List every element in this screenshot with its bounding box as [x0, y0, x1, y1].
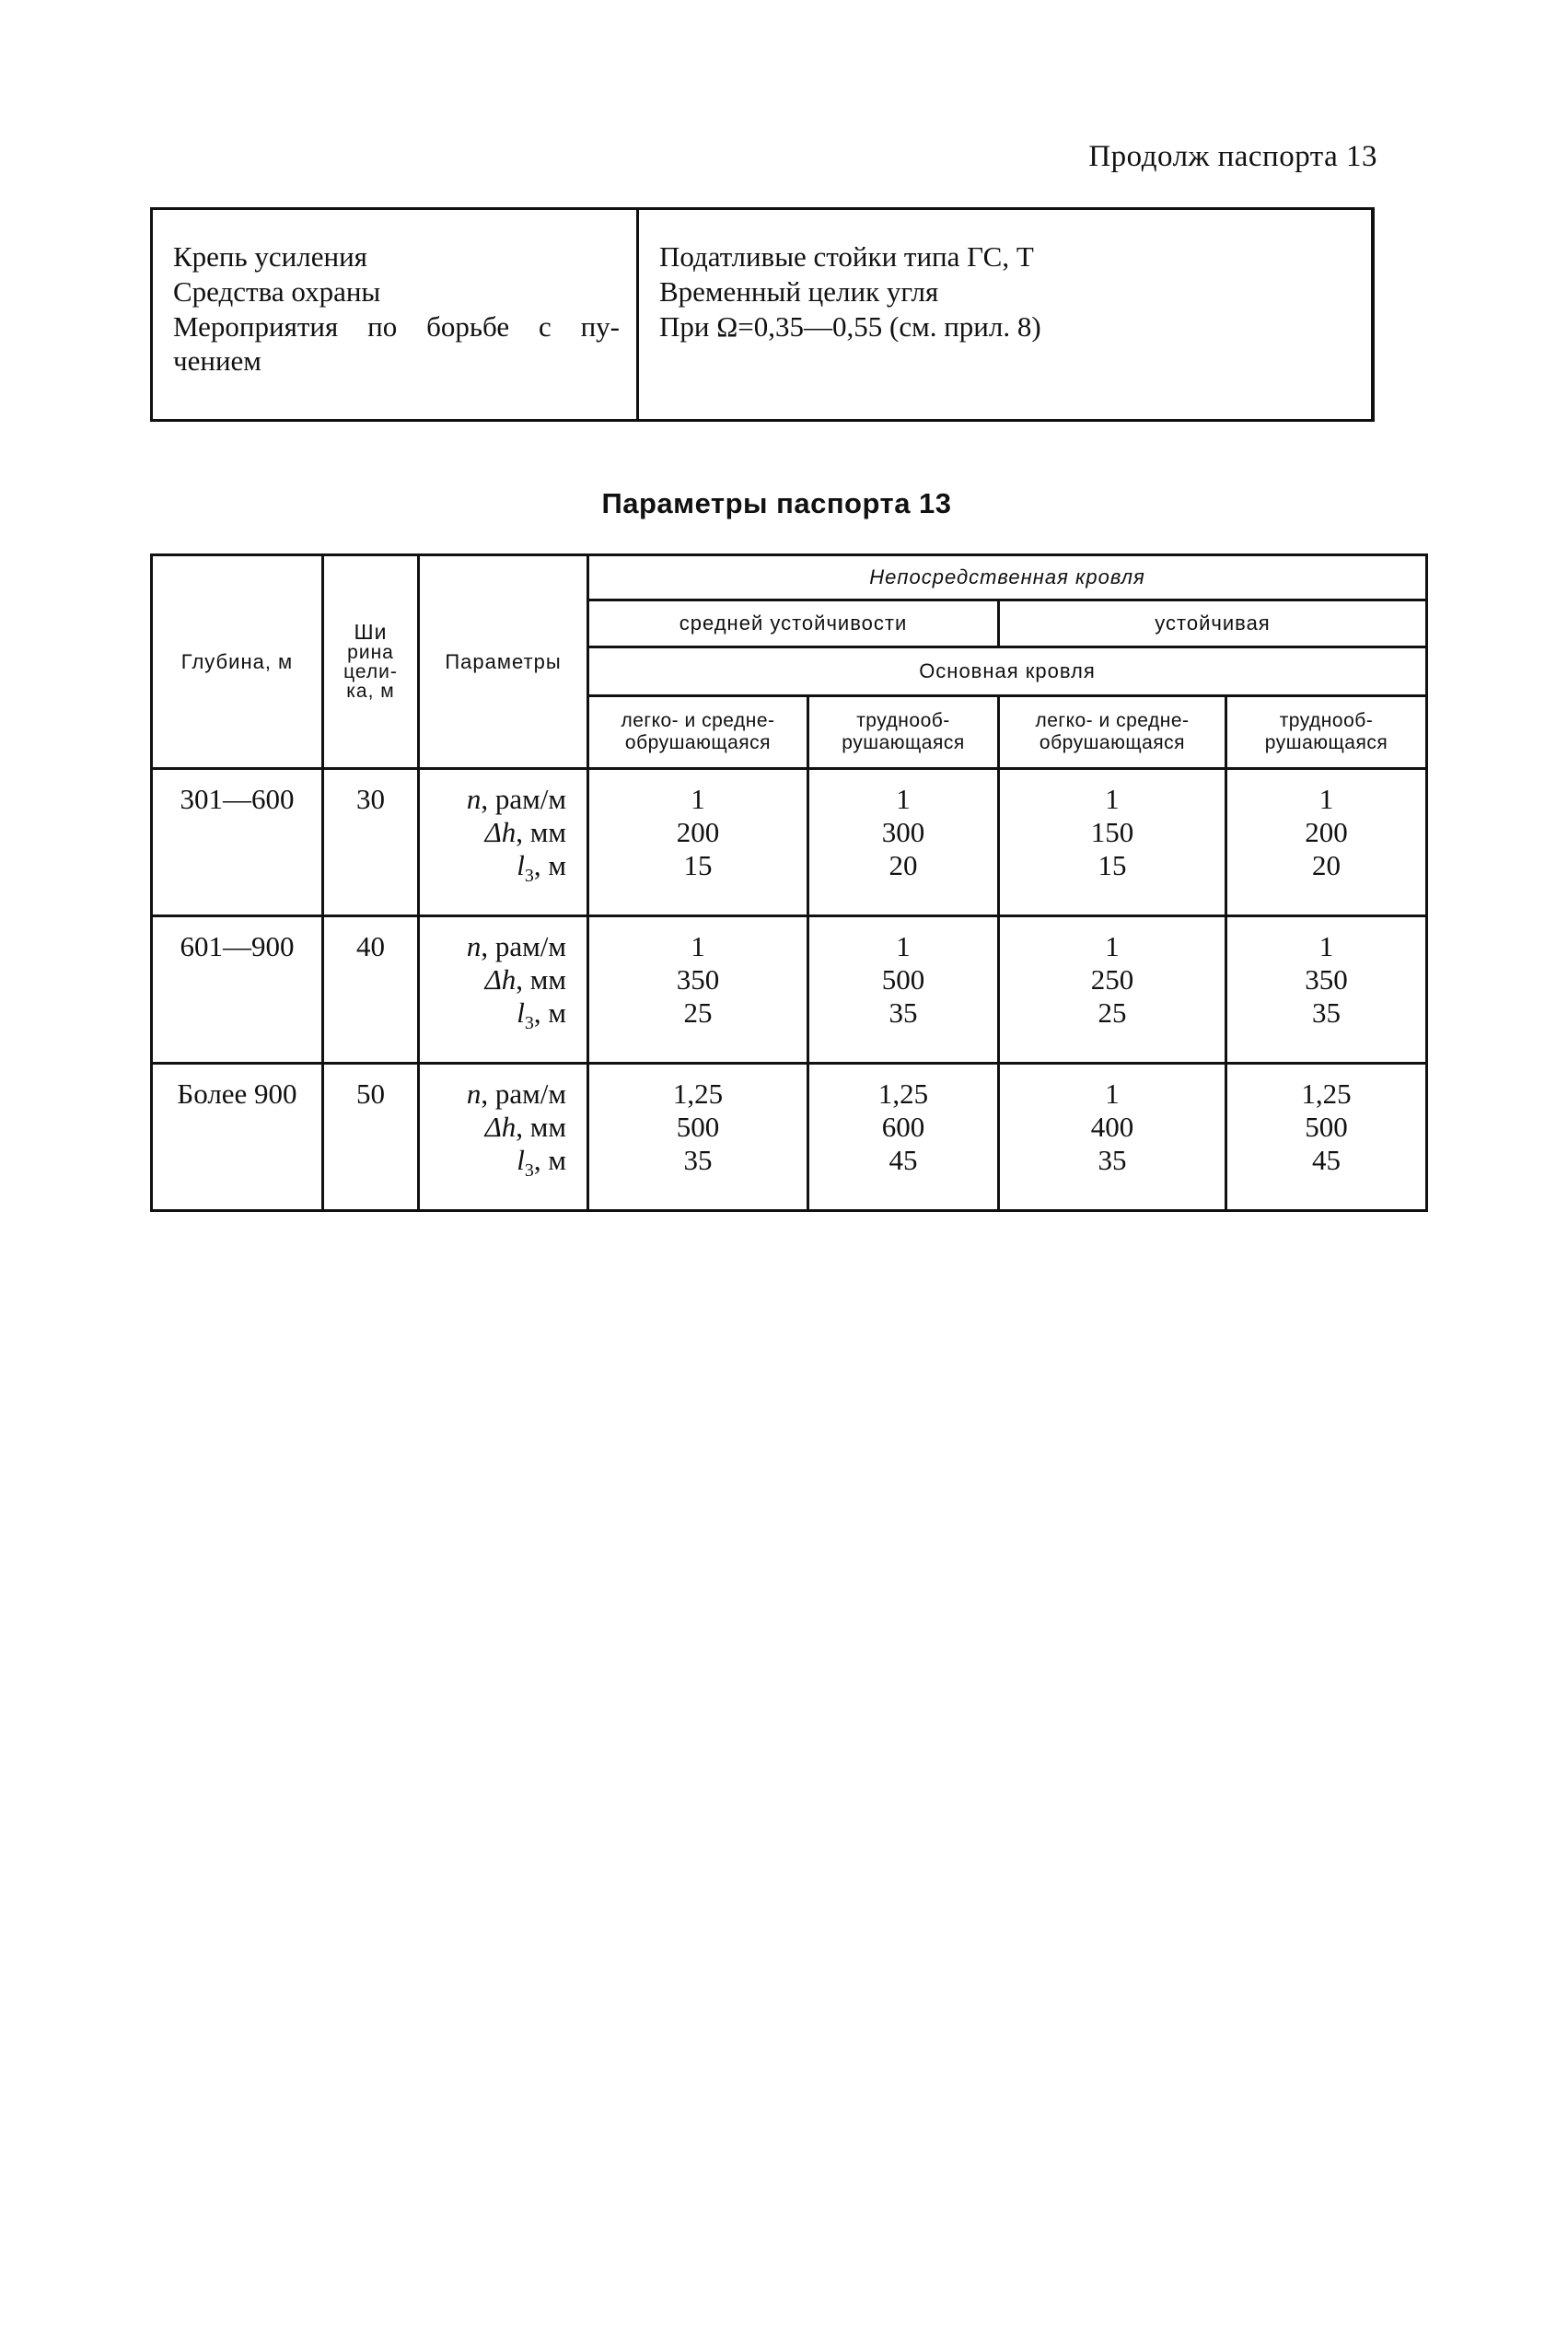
value-line: 1 — [691, 930, 705, 962]
param-l — [420, 1144, 566, 1182]
value-line: 1 — [1318, 783, 1334, 815]
support-row-label: Средства охраны — [173, 275, 381, 308]
param-l-subscript: 3 — [524, 866, 534, 887]
value-cell — [1226, 1064, 1427, 1211]
parameters-table — [150, 553, 1428, 1212]
header-width-line: Ши — [354, 620, 388, 644]
param-l-symbol: l — [517, 996, 525, 1029]
header-medium-stability: средней устойчивости — [588, 600, 999, 647]
table-title-text: Параметры паспорта 13 — [601, 487, 952, 519]
param-n-symbol: n — [466, 930, 482, 962]
width-cell: 40 — [323, 916, 419, 1064]
value-cell — [808, 1064, 999, 1211]
table-row — [152, 1064, 1427, 1211]
param-n-unit: , рам/м — [481, 1078, 566, 1110]
header-sub-easy — [588, 696, 808, 769]
width-cell: 50 — [323, 1064, 419, 1211]
value-line: 45 — [1312, 1144, 1341, 1176]
value-line: 35 — [683, 1144, 713, 1176]
header-params: Параметры — [419, 555, 588, 769]
continuation-label: Продолж паспорта 13 — [1088, 140, 1377, 173]
value-cell — [1226, 769, 1427, 916]
param-dh-symbol: Δh — [484, 816, 517, 848]
value-line: 500 — [881, 963, 925, 996]
value-line: 200 — [676, 816, 720, 848]
value-line: 500 — [1305, 1111, 1348, 1143]
params-cell — [419, 916, 588, 1064]
value-line: 1 — [1105, 783, 1120, 815]
header-sub-hard — [1226, 696, 1427, 769]
value-line: 400 — [1090, 1111, 1134, 1143]
header-depth: Глубина, м — [152, 555, 323, 769]
header-sub-line: легко- и средне- — [621, 710, 775, 731]
header-sub-easy — [999, 696, 1226, 769]
support-row-label: чением — [173, 344, 261, 377]
param-dh-unit: , мм — [516, 1111, 566, 1143]
header-sub-line: трудноoб- — [1279, 710, 1374, 731]
support-table-left-column — [153, 210, 639, 419]
value-line: 20 — [889, 849, 918, 881]
support-row-value: При Ω=0,35—0,55 (см. прил. 8) — [659, 310, 1041, 343]
value-cell — [808, 769, 999, 916]
table-row — [152, 769, 1427, 916]
param-l — [420, 849, 566, 887]
value-line: 1,25 — [1301, 1078, 1352, 1110]
value-line: 500 — [676, 1111, 720, 1143]
value-line: 600 — [881, 1111, 925, 1143]
value-line: 1 — [896, 783, 911, 815]
param-n — [420, 930, 566, 963]
header-width — [323, 555, 419, 769]
param-l-symbol: l — [517, 1144, 525, 1176]
param-n-unit: , рам/м — [481, 783, 566, 815]
header-stable: устойчивая — [999, 600, 1427, 647]
param-n — [420, 1078, 566, 1111]
param-dh — [420, 1111, 566, 1144]
support-row-label: Крепь усиления — [173, 240, 367, 273]
param-l — [420, 996, 566, 1034]
param-l-unit: , м — [533, 849, 566, 881]
table-title — [0, 487, 1568, 520]
header-width-line: цели- — [343, 661, 398, 682]
support-table — [150, 207, 1375, 422]
width-cell: 30 — [323, 769, 419, 916]
param-l-unit: , м — [533, 1144, 566, 1176]
value-line: 25 — [1098, 996, 1127, 1029]
value-cell — [588, 1064, 808, 1211]
value-cell — [999, 1064, 1226, 1211]
depth-cell: 301—600 — [152, 769, 323, 916]
header-sub-line: легко- и средне- — [1035, 710, 1190, 731]
header-sub-line: рушающаяся — [1264, 732, 1388, 753]
value-cell — [999, 916, 1226, 1064]
depth-cell: 601—900 — [152, 916, 323, 1064]
param-l-unit: , м — [533, 996, 566, 1029]
param-n-symbol: n — [466, 1078, 482, 1110]
header-width-line: ка, м — [346, 681, 395, 702]
header-sub-hard — [808, 696, 999, 769]
header-immediate-roof: Непосредственная кровля — [588, 555, 1427, 600]
table-row — [152, 916, 1427, 1064]
value-cell — [588, 916, 808, 1064]
param-l-subscript: 3 — [524, 1160, 534, 1182]
value-cell — [808, 916, 999, 1064]
value-line: 1 — [896, 930, 911, 962]
param-dh-symbol: Δh — [484, 1111, 517, 1143]
value-line: 1 — [691, 783, 705, 815]
param-n-symbol: n — [466, 783, 482, 815]
header-main-roof: Основная кровля — [588, 647, 1427, 696]
value-line: 1 — [1105, 930, 1120, 962]
support-row-label: Мероприятия по борьбе с пу- — [173, 310, 620, 343]
value-line: 200 — [1305, 816, 1348, 848]
value-line: 300 — [881, 816, 925, 848]
support-row-value: Временный целик угля — [659, 275, 939, 308]
param-dh — [420, 816, 566, 849]
param-l-symbol: l — [517, 849, 525, 881]
value-line: 1 — [1318, 930, 1334, 962]
param-dh — [420, 963, 566, 996]
header-width-line: рина — [347, 642, 394, 663]
params-cell — [419, 769, 588, 916]
value-line: 1,25 — [877, 1078, 929, 1110]
value-line: 250 — [1090, 963, 1134, 996]
header-sub-line: обрушающаяся — [624, 732, 772, 753]
value-cell — [999, 769, 1226, 916]
value-line: 1,25 — [672, 1078, 724, 1110]
header-sub-line: трудноoб- — [856, 710, 950, 731]
value-line: 35 — [1312, 996, 1341, 1029]
depth-cell: Более 900 — [152, 1064, 323, 1211]
value-cell — [588, 769, 808, 916]
value-line: 35 — [889, 996, 918, 1029]
param-n — [420, 783, 566, 816]
param-l-subscript: 3 — [524, 1013, 534, 1034]
value-line: 150 — [1090, 816, 1134, 848]
value-cell — [1226, 916, 1427, 1064]
param-dh-unit: , мм — [516, 963, 566, 996]
value-line: 15 — [683, 849, 713, 881]
params-cell — [419, 1064, 588, 1211]
value-line: 1 — [1105, 1078, 1120, 1110]
support-table-right-column — [639, 210, 1371, 419]
support-row-value: Податливые стойки типа ГС, Т — [659, 240, 1034, 273]
header-sub-line: обрушающаяся — [1039, 732, 1186, 753]
value-line: 350 — [1305, 963, 1348, 996]
param-dh-unit: , мм — [516, 816, 566, 848]
param-dh-symbol: Δh — [484, 963, 517, 996]
value-line: 20 — [1312, 849, 1341, 881]
param-n-unit: , рам/м — [481, 930, 566, 962]
header-sub-line: рушающаяся — [842, 732, 965, 753]
value-line: 45 — [889, 1144, 918, 1176]
value-line: 15 — [1098, 849, 1127, 881]
value-line: 35 — [1098, 1144, 1127, 1176]
value-line: 350 — [676, 963, 720, 996]
value-line: 25 — [683, 996, 713, 1029]
